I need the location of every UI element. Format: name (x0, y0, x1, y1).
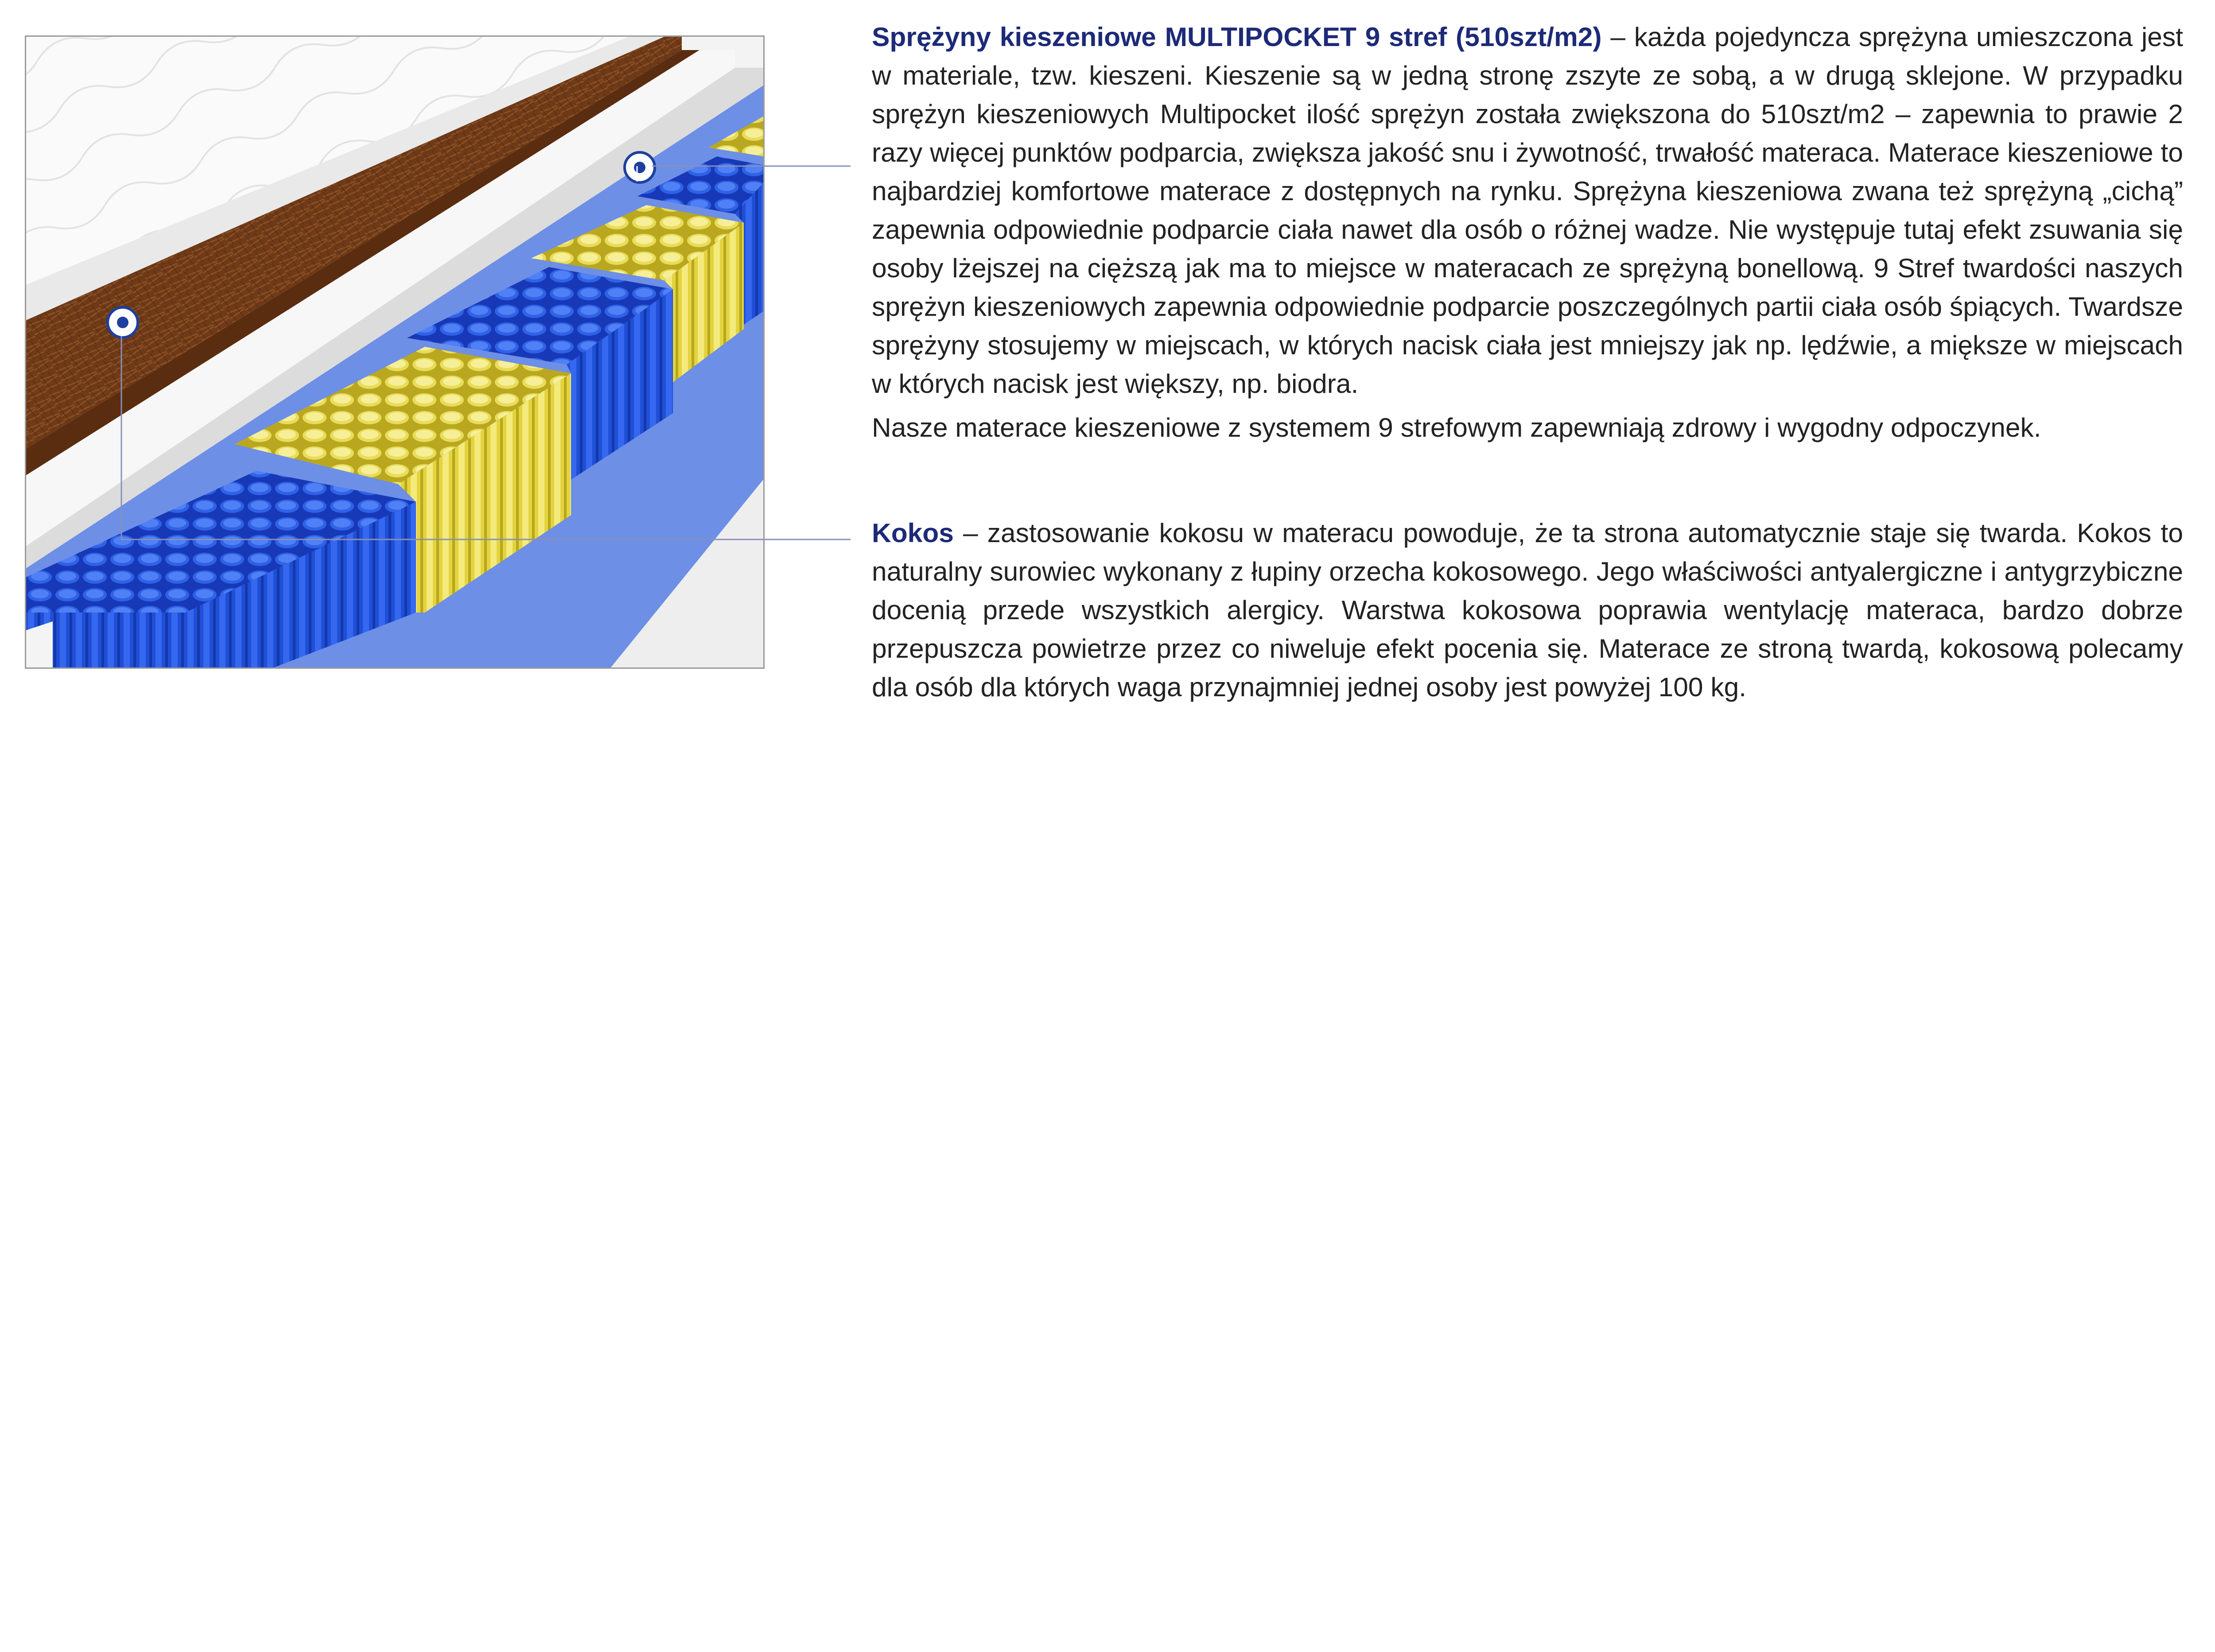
springs-description (872, 18, 2183, 447)
kokos-heading: Kokos (872, 518, 954, 548)
springs-paragraph (872, 18, 2183, 403)
springs-heading: Sprężyny kieszeniowe MULTIPOCKET 9 stref (510szt/m2) (872, 22, 1602, 52)
springs-body: – każda pojedyncza sprężyna umieszczona jest w materiale, tzw. kieszeni. Kieszenie są w jedną stronę zszyte ze sobą, a w drugą sklejone. W przypadku sprężyn kieszeniowych Multipocket ilość sprężyn została zwiększona do 510szt/m2 – zapewnia to prawie 2 razy więcej punktów podparcia, zwiększa jakość snu i żywotność, trwałość materaca. Materace kieszeniowe to najbardziej komfortowe materace z dostępnych na rynku. Sprężyna kieszeniowa zwana też sprężyną „cichą” zapewnia odpowiednie podparcie ciała nawet dla osób o różnej wadze. Nie występuje tutaj efekt zsuwania się osoby lżejszej na cięższą jak ma to miejsce w materacach ze sprężyną bonellową. 9 Stref twardości naszych sprężyn kieszeniowych zapewnia odpowiednie podparcie poszczególnych partii ciała osób śpiących. Twardsze sprężyny stosujemy w miejscach, w których nacisk ciała jest mniejszy jak np. lędźwie, a miększe w miejscach w których nacisk jest większy, np. biodra. (872, 22, 2183, 399)
kokos-paragraph (872, 514, 2183, 706)
springs-closing: Nasze materace kieszeniowe z systemem 9 strefowym zapewniają zdrowy i wygodny odpoczynek. (872, 412, 2041, 442)
kokos-description (872, 514, 2183, 706)
kokos-body: – zastosowanie kokosu w materacu powoduje, że ta strona automatycznie staje się twarda. Kokos to naturalny surowiec wykonany z łupiny orzecha kokosowego. Jego właściwości antyalergiczne i antygrzybiczne docenią przede wszystkich alergicy. Warstwa kokosowa poprawia wentylację materaca, bardzo dobrze przepuszcza powietrze przez co niweluje efekt pocenia się. Materace ze stroną twardą, kokosową polecamy dla osób dla których waga przynajmniej jednej osoby jest powyżej 100 kg. (872, 518, 2183, 702)
